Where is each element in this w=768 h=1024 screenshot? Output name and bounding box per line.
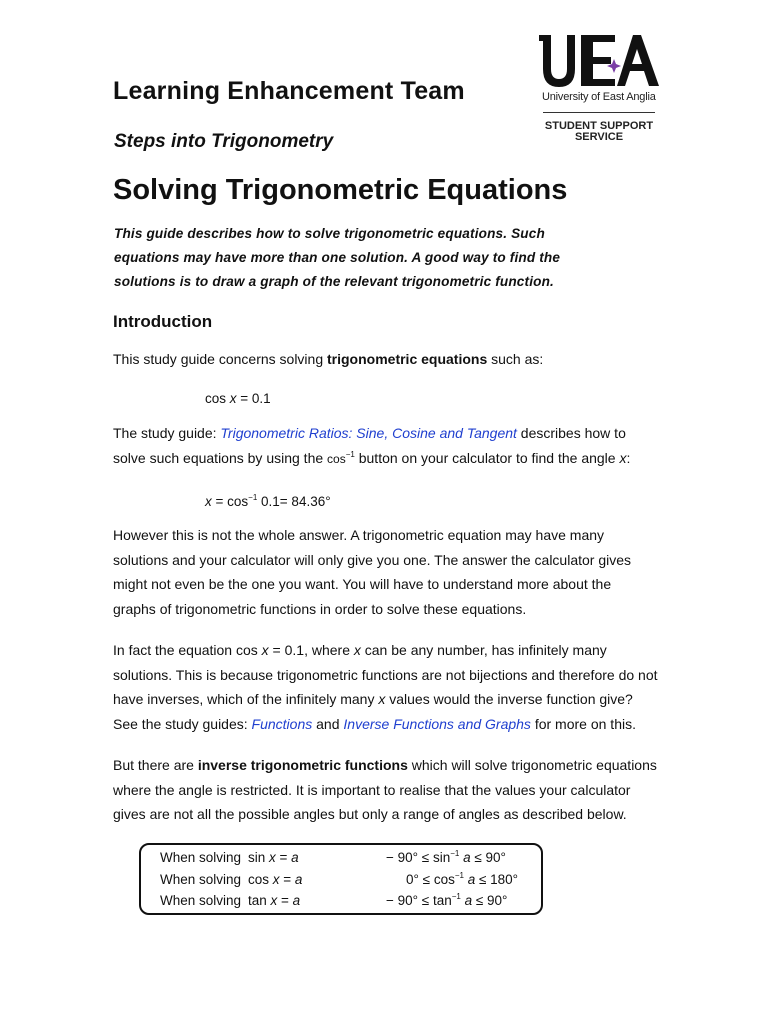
math-var: x: [205, 494, 212, 509]
text: for more on this.: [530, 715, 636, 732]
math-func: cos: [205, 391, 230, 406]
link-inverse-functions[interactable]: Inverse Functions and Graphs: [343, 715, 531, 732]
math-var: x: [270, 893, 278, 908]
button-text: cos: [327, 452, 346, 466]
row-equation: [248, 872, 302, 887]
math-rest: =: [279, 872, 295, 887]
math-var: x: [269, 850, 276, 865]
text: See the study guides:: [113, 715, 252, 732]
math-rest: ≤ 90°: [472, 893, 508, 908]
math-var: a: [292, 893, 301, 908]
math-var: x: [378, 691, 386, 708]
text-line: [113, 712, 658, 737]
math-var: x: [261, 642, 269, 658]
bold-term: inverse trigonometric functions: [197, 757, 408, 773]
uea-logo: [537, 33, 661, 151]
text-line: However this is not the whole answer. A trigonometric equation may have many: [113, 527, 605, 543]
paragraph-4: [113, 638, 658, 736]
math-rest: 0.1= 84.36°: [257, 494, 331, 509]
math-rest: =: [277, 893, 293, 908]
text: have inverses, which of the infinitely many: [113, 691, 379, 708]
summary-line: solutions is to draw a graph of the relevant trigonometric function.: [114, 274, 554, 289]
text-line: solutions. This is because trigonometric functions are not bijections and therefore do not: [113, 666, 658, 683]
superscript: −1: [451, 892, 461, 901]
math-rest: ≤ 90°: [470, 850, 506, 865]
math-var: x: [619, 450, 627, 466]
equation-cos-x: [205, 391, 271, 406]
text-line: might not even be the one you want. You will have to understand more about the: [113, 576, 612, 593]
text: In fact the equation cos: [113, 642, 262, 658]
paragraph-1: [113, 347, 543, 372]
text: The study guide:: [113, 425, 221, 441]
page-title: Solving Trigonometric Equations: [113, 174, 568, 206]
math-func: cos: [248, 872, 273, 887]
math-func: = cos: [211, 494, 249, 509]
logo-divider: [543, 112, 655, 113]
text-line: graphs of trigonometric functions in order to solve these equations.: [113, 600, 527, 617]
text: describes how to: [516, 425, 626, 441]
text: :: [626, 450, 631, 466]
link-trig-ratios[interactable]: Trigonometric Ratios: Sine, Cosine and Tangent: [220, 425, 517, 441]
math-var: x: [272, 872, 280, 887]
text-line: [113, 753, 657, 778]
bold-term: trigonometric equations: [327, 351, 488, 367]
math-var: a: [291, 850, 299, 865]
row-equation: [248, 850, 299, 865]
paragraph-3: [113, 523, 631, 621]
superscript: −1: [248, 493, 258, 502]
math-var: x: [229, 391, 237, 406]
math-func: sin: [248, 850, 270, 865]
row-range: [386, 850, 536, 865]
text: = 0.1, where: [268, 642, 354, 658]
superscript: −1: [345, 450, 355, 459]
row-label: When solving: [160, 850, 242, 865]
paragraph-2-line-1: [113, 421, 626, 446]
text: button on your calculator to find the angle: [354, 450, 620, 466]
row-equation: [248, 893, 300, 908]
math-var: a: [463, 872, 476, 887]
paragraph-2-line-2: [113, 446, 630, 472]
math-rest: =: [275, 850, 292, 865]
row-range: [406, 872, 556, 887]
equation-inverse-cos: [205, 494, 331, 509]
math-var: x: [353, 642, 361, 658]
section-heading-introduction: Introduction: [113, 312, 213, 331]
math-func: − 90° ≤ sin: [386, 850, 451, 865]
series-title: Steps into Trigonometry: [114, 131, 334, 152]
paragraph-5: [113, 753, 657, 827]
link-functions[interactable]: Functions: [251, 715, 313, 732]
service-line-1: STUDENT SUPPORT: [544, 120, 654, 132]
math-rest: ≤ 180°: [475, 872, 519, 887]
summary-line: equations may have more than one solution. A good way to find the: [114, 250, 561, 265]
service-name: [537, 121, 661, 143]
text: such as:: [487, 351, 544, 367]
text-line: where the angle is restricted. It is important to realise that the values your calculator: [113, 781, 631, 798]
math-rest: = 0.1: [236, 391, 271, 406]
university-name: University of East Anglia: [542, 91, 656, 103]
text: can be any number, has infinitely many: [360, 642, 607, 658]
text-line: solutions and your calculator will only give you one. The answer the calculator gives: [113, 551, 632, 568]
math-func: − 90° ≤ tan: [386, 893, 452, 908]
text-line: [113, 687, 658, 712]
row-range: [386, 893, 536, 908]
uea-wordmark-icon: [537, 33, 661, 89]
superscript: −1: [454, 871, 464, 880]
math-var: a: [459, 850, 471, 865]
row-label: When solving: [160, 872, 242, 887]
math-func: 0° ≤ cos: [406, 872, 455, 887]
summary-line: This guide describes how to solve trigonometric equations. Such: [114, 226, 545, 241]
math-var: a: [460, 893, 473, 908]
team-title: Learning Enhancement Team: [113, 77, 465, 105]
row-label: When solving: [160, 893, 242, 908]
math-func: tan: [248, 893, 271, 908]
math-var: a: [294, 872, 303, 887]
calculator-button-label: [327, 452, 355, 466]
text: This study guide concerns solving: [113, 351, 327, 367]
text: But there are: [113, 757, 198, 773]
inverse-range-box: [139, 843, 543, 915]
text: solve such equations by using the: [113, 450, 328, 466]
text-line: gives are not all the possible angles but only a range of angles as described below.: [113, 806, 627, 823]
summary-paragraph: [114, 222, 659, 294]
text: which will solve trigonometric equations: [407, 757, 657, 773]
text-line: [113, 638, 658, 663]
text: and: [312, 715, 344, 732]
service-line-2: SERVICE: [574, 131, 624, 143]
superscript: −1: [450, 849, 460, 858]
text: values would the inverse function give?: [385, 691, 633, 708]
